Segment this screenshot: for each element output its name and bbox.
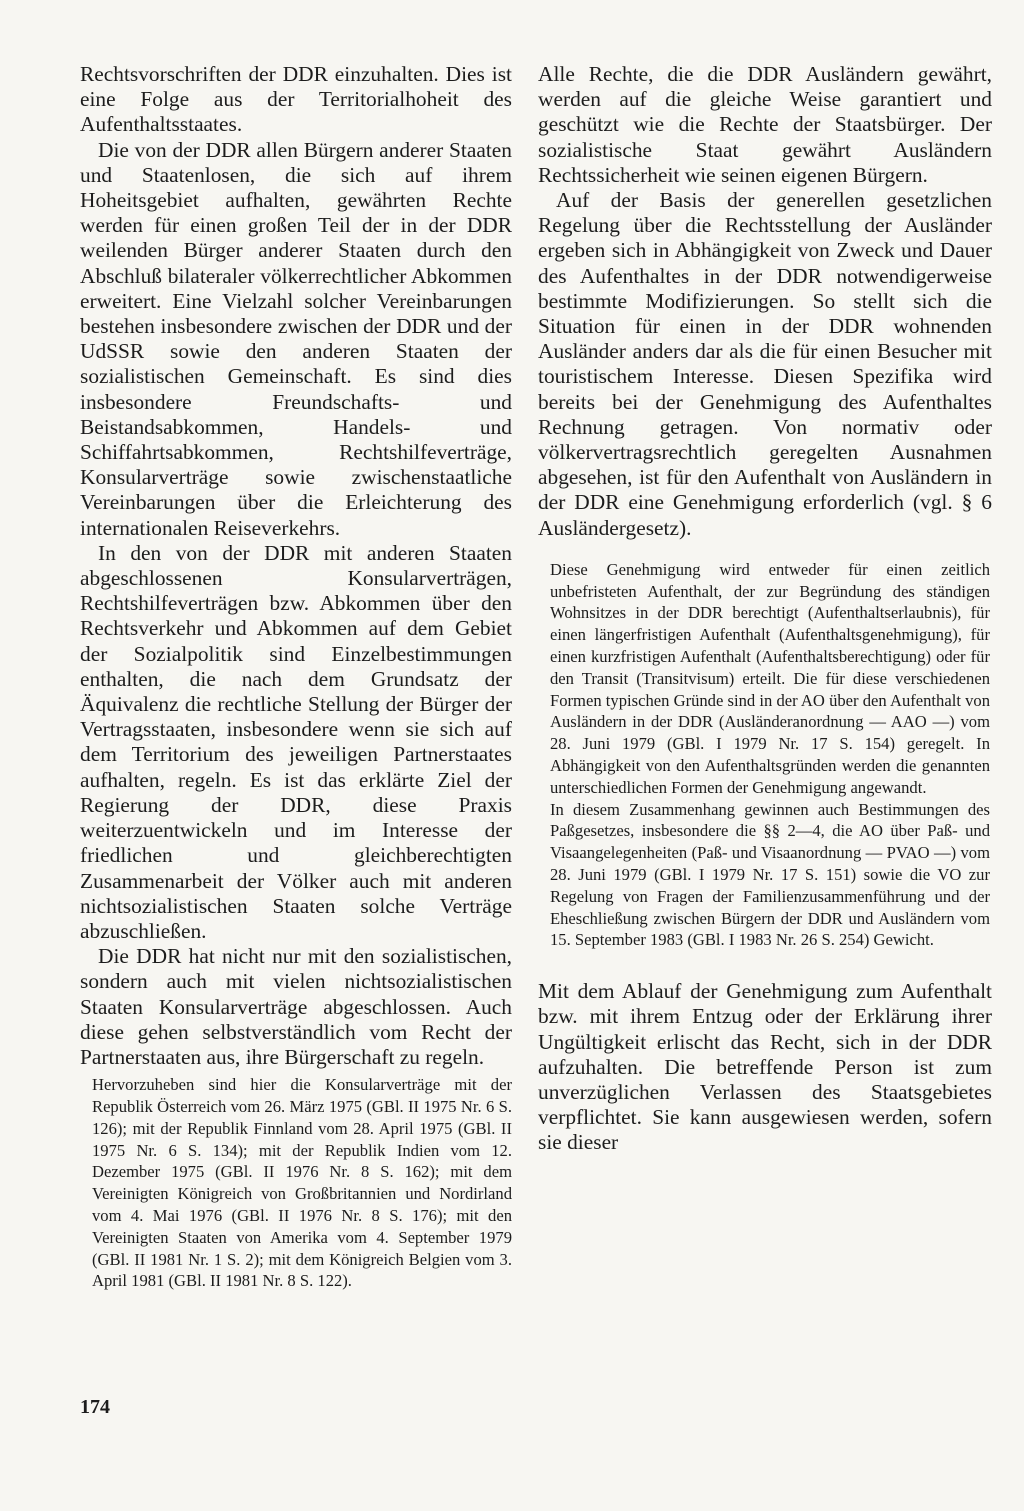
left-small-print-note: Hervorzuheben sind hier die Konsularverträge mit der Republik Österreich vom 26. März 1975 (GBl. II 1975 Nr. 6 S. 126); mit der Republik Finnland vom 28. April 1975 (GBl. II 1975 Nr. 6 S. 134); mit der Republik Indien vom 12. Dezember 1975 (GBl. II 1976 Nr. 8 S. 162); mit dem Vereinigten Königreich von Großbritannien und Nordirland vom 4. Mai 1976 (GBl. II 1976 Nr. 8 S. 176); mit den Vereinigten Staaten von Amerika vom 4. September 1979 (GBl. II 1981 Nr. 1 S. 2); mit dem Königreich Belgien vom 3. April 1981 (GBl. II 1981 Nr. 8 S. 122).: [92, 1075, 512, 1291]
right-paragraph-3: Mit dem Ablauf der Genehmigung zum Aufenthalt bzw. mit ihrem Entzug oder der Erklärung ihrer Ungültigkeit erlischt das Recht, sich in der DDR aufzuhalten. Die betreffende Person ist zum unverzüglichen Verlassen des Staatsgebietes verpflichtet. Sie kann ausgewiesen werden, sofern sie dieser: [538, 979, 992, 1155]
page-number: 174: [80, 1396, 110, 1418]
right-small-print-note-2: In diesem Zusammenhang gewinnen auch Bestimmungen des Paßgesetzes, insbesondere die §§ 2—4, die AO über Paß- und Visaangelegenheiten (Paß- und Visaanordnung — PVAO —) vom 28. Juni 1979 (GBl. I 1979 Nr. 17 S. 151) sowie die VO zur Regelung von Fragen der Familienzusammenführung und der Eheschließung zwischen Bürgern der DDR und Ausländern vom 15. September 1983 (GBl. I 1983 Nr. 26 S. 254) Gewicht.: [550, 799, 990, 950]
right-paragraph-2: Auf der Basis der generellen gesetzlichen Regelung über die Rechtsstellung der Ausländer ergeben sich in Abhängigkeit von Zweck und Dauer des Aufenthaltes in der DDR notwendigerweise bestimmte Modifizierungen. So stellt sich die Situation für einen in der DDR wohnenden Ausländer anders dar als die für einen Besucher mit touristischem Interesse. Diesen Spezifika wird bereits bei der Genehmigung des Aufenthaltes Rechnung getragen. Von normativ oder völkervertragsrechtlich geregelten Ausnahmen abgesehen, ist für den Aufenthalt von Ausländern in der DDR eine Genehmigung erforderlich (vgl. § 6 Ausländergesetz).: [538, 188, 992, 540]
left-paragraph-4: Die DDR hat nicht nur mit den sozialistischen, sondern auch mit vielen nichtsozialistischen Staaten Konsularverträge abgeschlossen. Auch diese gehen selbstverständlich vom Recht der Partnerstaaten aus, ihre Bürgerschaft zu regeln.: [80, 944, 512, 1069]
right-column: [538, 62, 992, 1156]
left-paragraph-2: Die von der DDR allen Bürgern anderer Staaten und Staatenlosen, die sich auf ihrem Hoheitsgebiet aufhalten, gewährten Rechte werden für einen großen Teil der in der DDR weilenden Bürger anderer Staaten durch den Abschluß bilateraler völkerrechtlicher Abkommen erweitert. Eine Vielzahl solcher Vereinbarungen bestehen insbesondere zwischen der DDR und der UdSSR sowie den anderen Staaten der sozialistischen Gemeinschaft. Es sind dies insbesondere Freundschafts- und Beistandsabkommen, Handels- und Schiffahrtsabkommen, Rechtshilfeverträge, Konsularverträge sowie zwischenstaatliche Vereinbarungen über die Erleichterung des internationalen Reiseverkehrs.: [80, 137, 512, 540]
left-column: [80, 62, 512, 1292]
right-paragraph-1: Alle Rechte, die die DDR Ausländern gewährt, werden auf die gleiche Weise garantiert und geschützt wie die Rechte der Staatsbürger. Der sozialistische Staat gewährt Ausländern Rechtssicherheit wie seinen eigenen Bürgern.: [538, 62, 992, 187]
left-paragraph-3: In den von der DDR mit anderen Staaten abgeschlossenen Konsularverträgen, Rechtshilfeverträgen bzw. Abkommen über den Rechtsverkehr und Abkommen auf dem Gebiet der Sozialpolitik sind Einzelbestimmungen enthalten, die nach dem Grundsatz der Äquivalenz die rechtliche Stellung der Bürger der Vertragsstaaten, insbesondere wenn sie sich auf dem Territorium des jeweiligen Partnerstaates aufhalten, regeln. Es ist das erklärte Ziel der Regierung der DDR, diese Praxis weiterzuentwickeln und im Interesse der friedlichen und gleichberechtigten Zusammenarbeit der Völker auch mit anderen nichtsozialistischen Staaten solche Verträge abzuschließen.: [80, 540, 512, 943]
left-paragraph-1: Rechtsvorschriften der DDR einzuhalten. Dies ist eine Folge aus der Territorialhoheit des Aufenthaltsstaates.: [80, 62, 512, 137]
right-small-print-note-1: Diese Genehmigung wird entweder für einen zeitlich unbefristeten Aufenthalt, der zur Begründung des ständigen Wohnsitzes in der DDR berechtigt (Aufenthaltserlaubnis), für einen längerfristigen Aufenthalt (Aufenthaltsgenehmigung), für einen kurzfristigen Aufenthalt (Aufenthaltsberechtigung) oder für den Transit (Transitvisum) erteilt. Die für diese verschiedenen Formen typischen Gründe sind in der AO über den Aufenthalt von Ausländern in der DDR (Ausländeranordnung — AAO —) vom 28. Juni 1979 (GBl. I 1979 Nr. 17 S. 154) geregelt. In Abhängigkeit von den Aufenthaltsgründen werden die genannten unterschiedlichen Formen der Genehmigung angewandt.: [550, 559, 990, 797]
